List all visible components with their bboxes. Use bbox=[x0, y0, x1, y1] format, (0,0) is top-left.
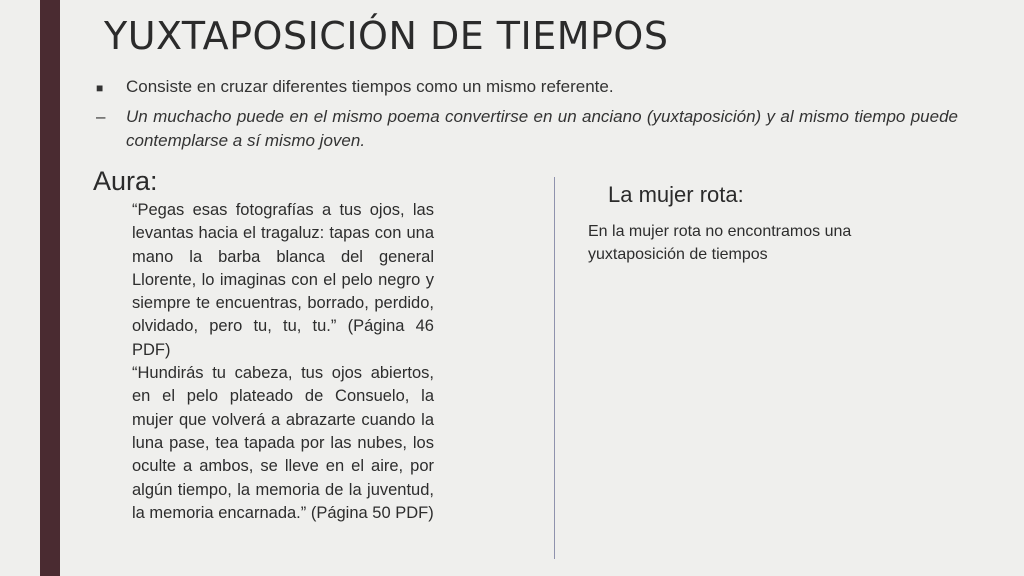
aura-heading: Aura: bbox=[93, 166, 158, 196]
mujer-rota-heading: La mujer rota: bbox=[608, 182, 744, 207]
square-bullet-icon: ■ bbox=[96, 81, 104, 95]
aura-quote-2: “Hundirás tu cabeza, tus ojos abiertos, en el pelo plateado de Consuelo, la mujer que volverá a abrazarte cuando la luna pase, tea tapada por las nubes, los oculte a ambos, se lleve en el aire, por algún tiempo, la memoria de la juventud, la memoria encarnada.” (Página 50 PDF) bbox=[132, 364, 434, 522]
aura-quote-1: “Pegas esas fotografías a tus ojos, las levantas hacia el tragaluz: tapas con una mano la barba blanca del general Llorente, lo imaginas con el pelo negro y siempre te encuentras, borrado, perdido, olvidado, pero tu, tu, tu.” (Página 46 PDF) bbox=[132, 201, 434, 359]
bullet-example bbox=[96, 105, 958, 155]
accent-side-bar bbox=[40, 0, 60, 576]
dash-bullet-icon: – bbox=[96, 107, 106, 126]
bullet-definition bbox=[96, 75, 956, 99]
mujer-rota-text: En la mujer rota no encontramos una yuxtaposición de tiempos bbox=[588, 223, 852, 263]
aura-quotes bbox=[132, 199, 434, 525]
bullet-example-text: Un muchacho puede en el mismo poema convertirse en un anciano (yuxtaposición) y al mismo tiempo puede contemplarse a sí mismo joven. bbox=[126, 107, 958, 150]
bullet-definition-text: Consiste en cruzar diferentes tiempos como un mismo referente. bbox=[126, 77, 614, 96]
column-divider bbox=[554, 177, 555, 559]
slide-title: YUXTAPOSICIÓN DE TIEMPOS bbox=[104, 14, 669, 58]
